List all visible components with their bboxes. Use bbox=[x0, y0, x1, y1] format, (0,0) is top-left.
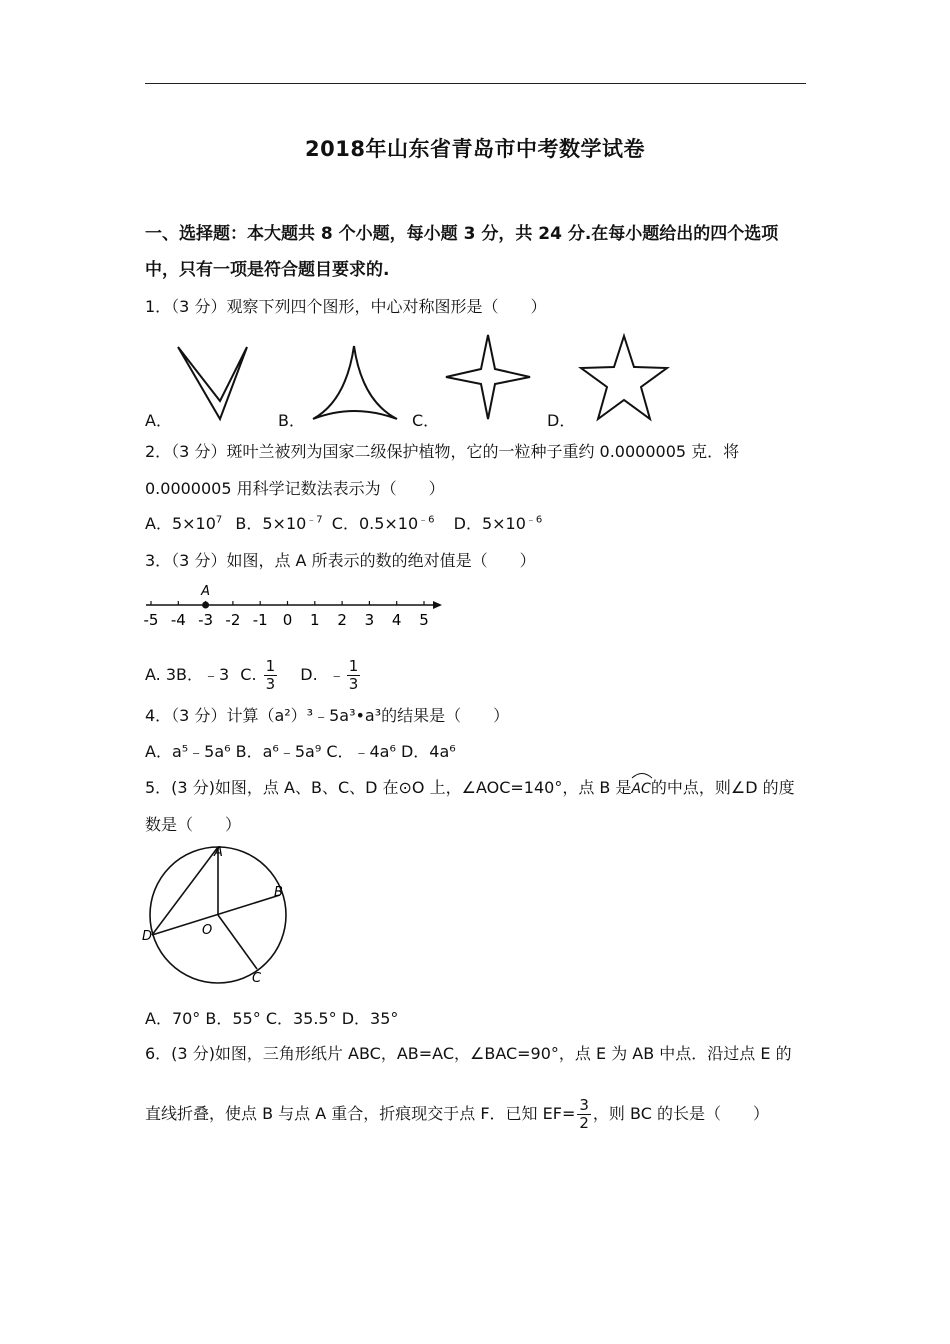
number-line-tick-label: 4 bbox=[391, 611, 402, 629]
chord-db bbox=[152, 895, 280, 935]
q3-option-ab: A. 3B．﹣3 bbox=[145, 665, 230, 684]
q6-frac-numerator: 3 bbox=[579, 1096, 589, 1114]
label-o: O bbox=[202, 923, 213, 938]
q5-arc-label: AC bbox=[631, 781, 651, 797]
label-d: D bbox=[142, 929, 153, 944]
q5-arc-ac bbox=[631, 778, 650, 800]
number-line-tick-label: -2 bbox=[225, 611, 241, 629]
q2-option-d: D．5×10 bbox=[453, 514, 526, 533]
q3-options bbox=[145, 658, 362, 693]
q3-option-c-fraction bbox=[264, 658, 278, 693]
q1-option-a-label: A． bbox=[145, 411, 172, 430]
number-line-tick-label: -4 bbox=[170, 611, 186, 629]
label-c: C bbox=[252, 971, 262, 986]
number-line-tick-label: 0 bbox=[282, 611, 293, 629]
q3-option-d-sign: ﹣ bbox=[328, 665, 345, 684]
v-shape-figure-icon bbox=[175, 343, 250, 423]
section-header-line1: 一、选择题：本大题共 8 个小题，每小题 3 分，共 24 分.在每小题给出的四个选项 bbox=[145, 224, 779, 244]
q3-option-d-denominator: 3 bbox=[348, 675, 359, 693]
curved-triangle-figure-icon bbox=[310, 343, 400, 423]
q2-option-a-exponent: 7 bbox=[215, 514, 223, 526]
q4-options: A．a⁵﹣5a⁶ B．a⁶﹣5a⁹ C．﹣4a⁶ D．4a⁶ bbox=[145, 742, 456, 761]
number-line-figure bbox=[140, 580, 450, 630]
q6-frac-denominator: 2 bbox=[579, 1114, 589, 1132]
q1-option-d-label: D． bbox=[547, 411, 576, 430]
q3-option-d-numerator: 1 bbox=[348, 657, 359, 675]
section-header-line2: 中，只有一项是符合题目要求的. bbox=[145, 260, 390, 280]
q5-stem-line2: 数是（ ） bbox=[145, 815, 242, 834]
q3-option-c-label: C. bbox=[240, 665, 257, 684]
number-line-tick-label: 1 bbox=[310, 611, 320, 629]
number-line-tick-label: -1 bbox=[252, 611, 268, 629]
point-a-label: A bbox=[201, 584, 211, 599]
number-line-tick-label: 3 bbox=[364, 611, 375, 629]
number-line-arrowhead bbox=[433, 601, 442, 609]
q2-stem-line2: 0.0000005 用科学记数法表示为（ ） bbox=[145, 479, 445, 498]
q6-stem-post: ，则 BC 的长是（ ） bbox=[592, 1104, 769, 1123]
label-a: A bbox=[214, 845, 223, 860]
q6-stem-pre: 直线折叠，使点 B 与点 A 重合，折痕现交于点 F．已知 EF= bbox=[145, 1104, 576, 1123]
q2-option-c-exponent: ﹣6 bbox=[418, 514, 435, 526]
q4-stem: 4．（3 分）计算（a²）³﹣5a³•a³的结果是（ ） bbox=[145, 706, 510, 725]
q3-stem: 3．（3 分）如图，点 A 所表示的数的绝对值是（ ） bbox=[145, 551, 536, 570]
label-b: B bbox=[274, 885, 283, 900]
q5-options: A．70° B．55° C．35.5° D．35° bbox=[145, 1009, 399, 1028]
q2-options bbox=[145, 513, 542, 535]
q5-stem-post: 的中点，则∠D 的度 bbox=[650, 778, 795, 797]
q6-stem-line2 bbox=[145, 1096, 769, 1132]
five-point-star-figure-icon bbox=[578, 333, 670, 423]
q3-option-d-label: D. bbox=[300, 665, 318, 684]
chord-ad bbox=[152, 847, 218, 935]
q3-option-c-denominator: 3 bbox=[265, 675, 276, 693]
q2-option-b: B．5×10 bbox=[235, 514, 307, 533]
circle-figure bbox=[140, 840, 300, 990]
number-line-tick-label: 5 bbox=[419, 611, 429, 629]
q2-option-b-exponent: ﹣7 bbox=[306, 514, 323, 526]
q5-stem-pre: 5．(3 分)如图，点 A、B、C、D 在⊙O 上，∠AOC=140°，点 B 是 bbox=[145, 778, 632, 797]
arc-symbol-icon bbox=[631, 771, 653, 779]
q2-option-d-exponent: ﹣6 bbox=[525, 514, 543, 526]
number-line-tick-label: 2 bbox=[337, 611, 347, 629]
number-line-tick-label: -3 bbox=[198, 611, 214, 629]
q6-fraction bbox=[577, 1097, 591, 1132]
q5-stem-line1 bbox=[145, 777, 795, 800]
four-point-star-figure-icon bbox=[443, 333, 533, 423]
point-a-marker bbox=[202, 602, 209, 609]
header-rule bbox=[145, 83, 806, 84]
q3-option-d-fraction bbox=[347, 658, 361, 693]
q1-option-c-label: C． bbox=[412, 411, 440, 430]
q2-stem-line1: 2．（3 分）斑叶兰被列为国家二级保护植物，它的一粒种子重约 0.0000005 克．将 bbox=[145, 442, 740, 461]
radius-oc bbox=[218, 915, 257, 969]
q2-option-c: C．0.5×10 bbox=[331, 514, 419, 533]
exam-title: 2018年山东省青岛市中考数学试卷 bbox=[305, 137, 645, 161]
number-line-tick-label: -5 bbox=[143, 611, 159, 629]
q1-stem: 1．（3 分）观察下列四个图形，中心对称图形是（ ） bbox=[145, 297, 547, 316]
q2-option-a: A．5×10 bbox=[145, 514, 216, 533]
q6-stem-line1: 6．(3 分)如图，三角形纸片 ABC，AB=AC，∠BAC=90°，点 E 为 AB 中点．沿过点 E 的 bbox=[145, 1044, 792, 1063]
q3-option-c-numerator: 1 bbox=[265, 657, 276, 675]
q1-option-b-label: B． bbox=[278, 411, 305, 430]
